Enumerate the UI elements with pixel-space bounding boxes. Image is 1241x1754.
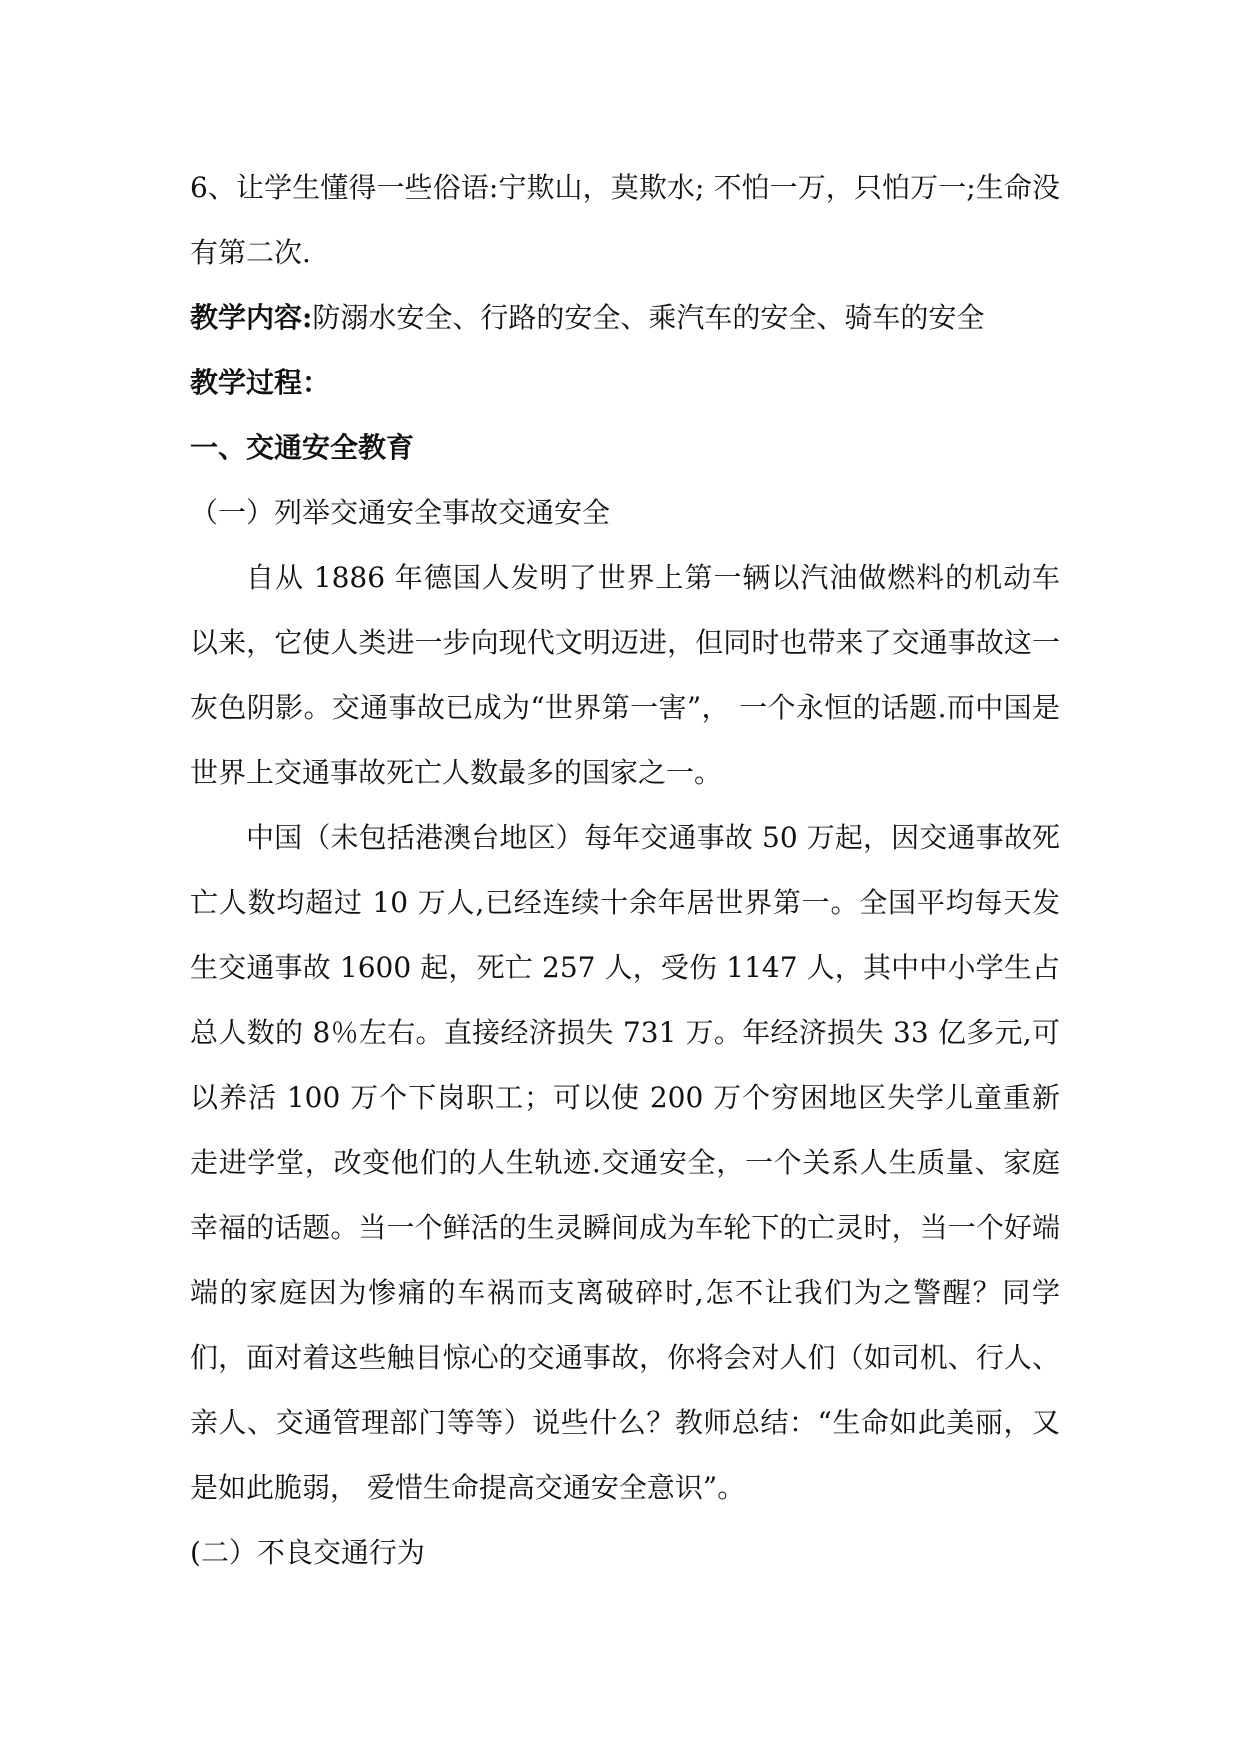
teaching-content-text: 防溺水安全、行路的安全、乘汽车的安全、骑车的安全 (312, 301, 985, 334)
history-paragraph: 自从 1886 年德国人发明了世界上第一辆以汽油做燃料的机动车以来，它使人类进一步向现代文明迈进，但同时也带来了交通事故这一灰色阴影。交通事故已成为“世界第一害”， 一个永恒的话题.而中国是世界上交通事故死亡人数最多的国家之一。 (190, 561, 1060, 789)
teaching-process-heading: 教学过程： (190, 366, 331, 399)
statistics-paragraph: 中国（未包括港澳台地区）每年交通事故 50 万起，因交通事故死亡人数均超过 10 万人,已经连续十余年居世界第一。全国平均每天发生交通事故 1600 起，死亡 257 人，受伤 1147 人，其中中小学生占总人数的 8％左右。直接经济损失 731 万。年经济损失 33 亿多元,可以养活 100 万个下岗职工；可以使 200 万个穷困地区失学儿童重新走进学堂，改变他们的人生轨迹.交通安全，一个关系人生质量、家庭幸福的话题。当一个鲜活的生灵瞬间成为车轮下的亡灵时，当一个好端端的家庭因为惨痛的车祸而支离破碎时,怎不让我们为之警醒？同学们，面对着这些触目惊心的交通事故，你将会对人们（如司机、行人、亲人、交通管理部门等等）说些什么？教师总结：“生命如此美丽，又是如此脆弱， 爱惜生命提高交通安全意识”。 (190, 821, 1060, 1504)
teaching-content-line (190, 285, 1060, 350)
subsection-heading-bad-behavior: (二）不良交通行为 (190, 1536, 425, 1569)
teaching-content-label: 教学内容: (190, 301, 313, 334)
subsection-heading-accidents: （一）列举交通安全事故交通安全 (190, 496, 611, 529)
objective-paragraph: 6、让学生懂得一些俗语:宁欺山，莫欺水; 不怕一万，只怕万一;生命没有第二次. (190, 171, 1060, 269)
section-heading-traffic-safety: 一、交通安全教育 (190, 431, 415, 464)
document-body (190, 155, 1060, 1585)
